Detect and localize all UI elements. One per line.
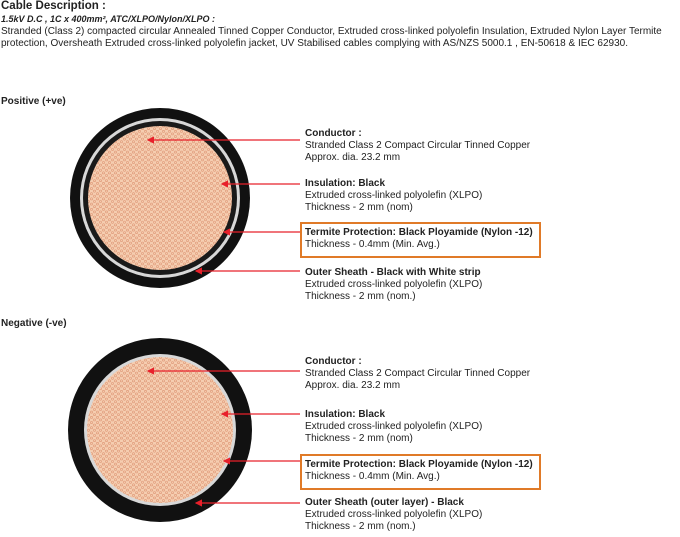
negative-conductor-label: Conductor : Stranded Class 2 Compact Circular Tinned Copper Approx. dia. 23.2 mm bbox=[305, 356, 531, 391]
cable-description-text: Stranded (Class 2) compacted circular Annealed Tinned Copper Conductor, Extruded cross-linked polyolefin Insulation, Extruded Nylon Layer Termite protection, Oversheath Extruded cross-linked polyolefin jacket, UV Stabilised cables complying with AS/NZS 5000.1 , EN-50618 & IEC 62930. bbox=[1, 26, 662, 49]
negative-insulation-label: Insulation: Black Extruded cross-linked polyolefin (XLPO) Thickness - 2 mm (nom) bbox=[305, 409, 483, 444]
negative-termite-label: Termite Protection: Black Ployamide (Nylon -12) Thickness - 0.4mm (Min. Avg.) bbox=[305, 459, 533, 482]
negative-conductor bbox=[87, 357, 233, 503]
positive-heading: Positive (+ve) bbox=[1, 96, 66, 107]
cable-spec-subtitle: 1.5kV D.C , 1C x 400mm², ATC/XLPO/Nylon/XLPO : bbox=[1, 14, 216, 24]
negative-cable-diagram bbox=[68, 338, 252, 522]
positive-conductor bbox=[88, 126, 232, 270]
negative-heading: Negative (-ve) bbox=[1, 318, 67, 329]
positive-conductor-label: Conductor : Stranded Class 2 Compact Circular Tinned Copper Approx. dia. 23.2 mm bbox=[305, 128, 531, 163]
cable-description-title: Cable Description : bbox=[1, 0, 106, 12]
positive-insulation-label: Insulation: Black Extruded cross-linked polyolefin (XLPO) Thickness - 2 mm (nom) bbox=[305, 178, 483, 213]
positive-sheath-label: Outer Sheath - Black with White strip Extruded cross-linked polyolefin (XLPO) Thickness - 2 mm (nom.) bbox=[305, 267, 483, 302]
positive-cable-diagram bbox=[70, 108, 250, 288]
negative-sheath-label: Outer Sheath (outer layer) - Black Extruded cross-linked polyolefin (XLPO) Thickness - 2 mm (nom.) bbox=[305, 497, 483, 532]
positive-termite-label: Termite Protection: Black Ployamide (Nylon -12) Thickness - 0.4mm (Min. Avg.) bbox=[305, 227, 533, 250]
